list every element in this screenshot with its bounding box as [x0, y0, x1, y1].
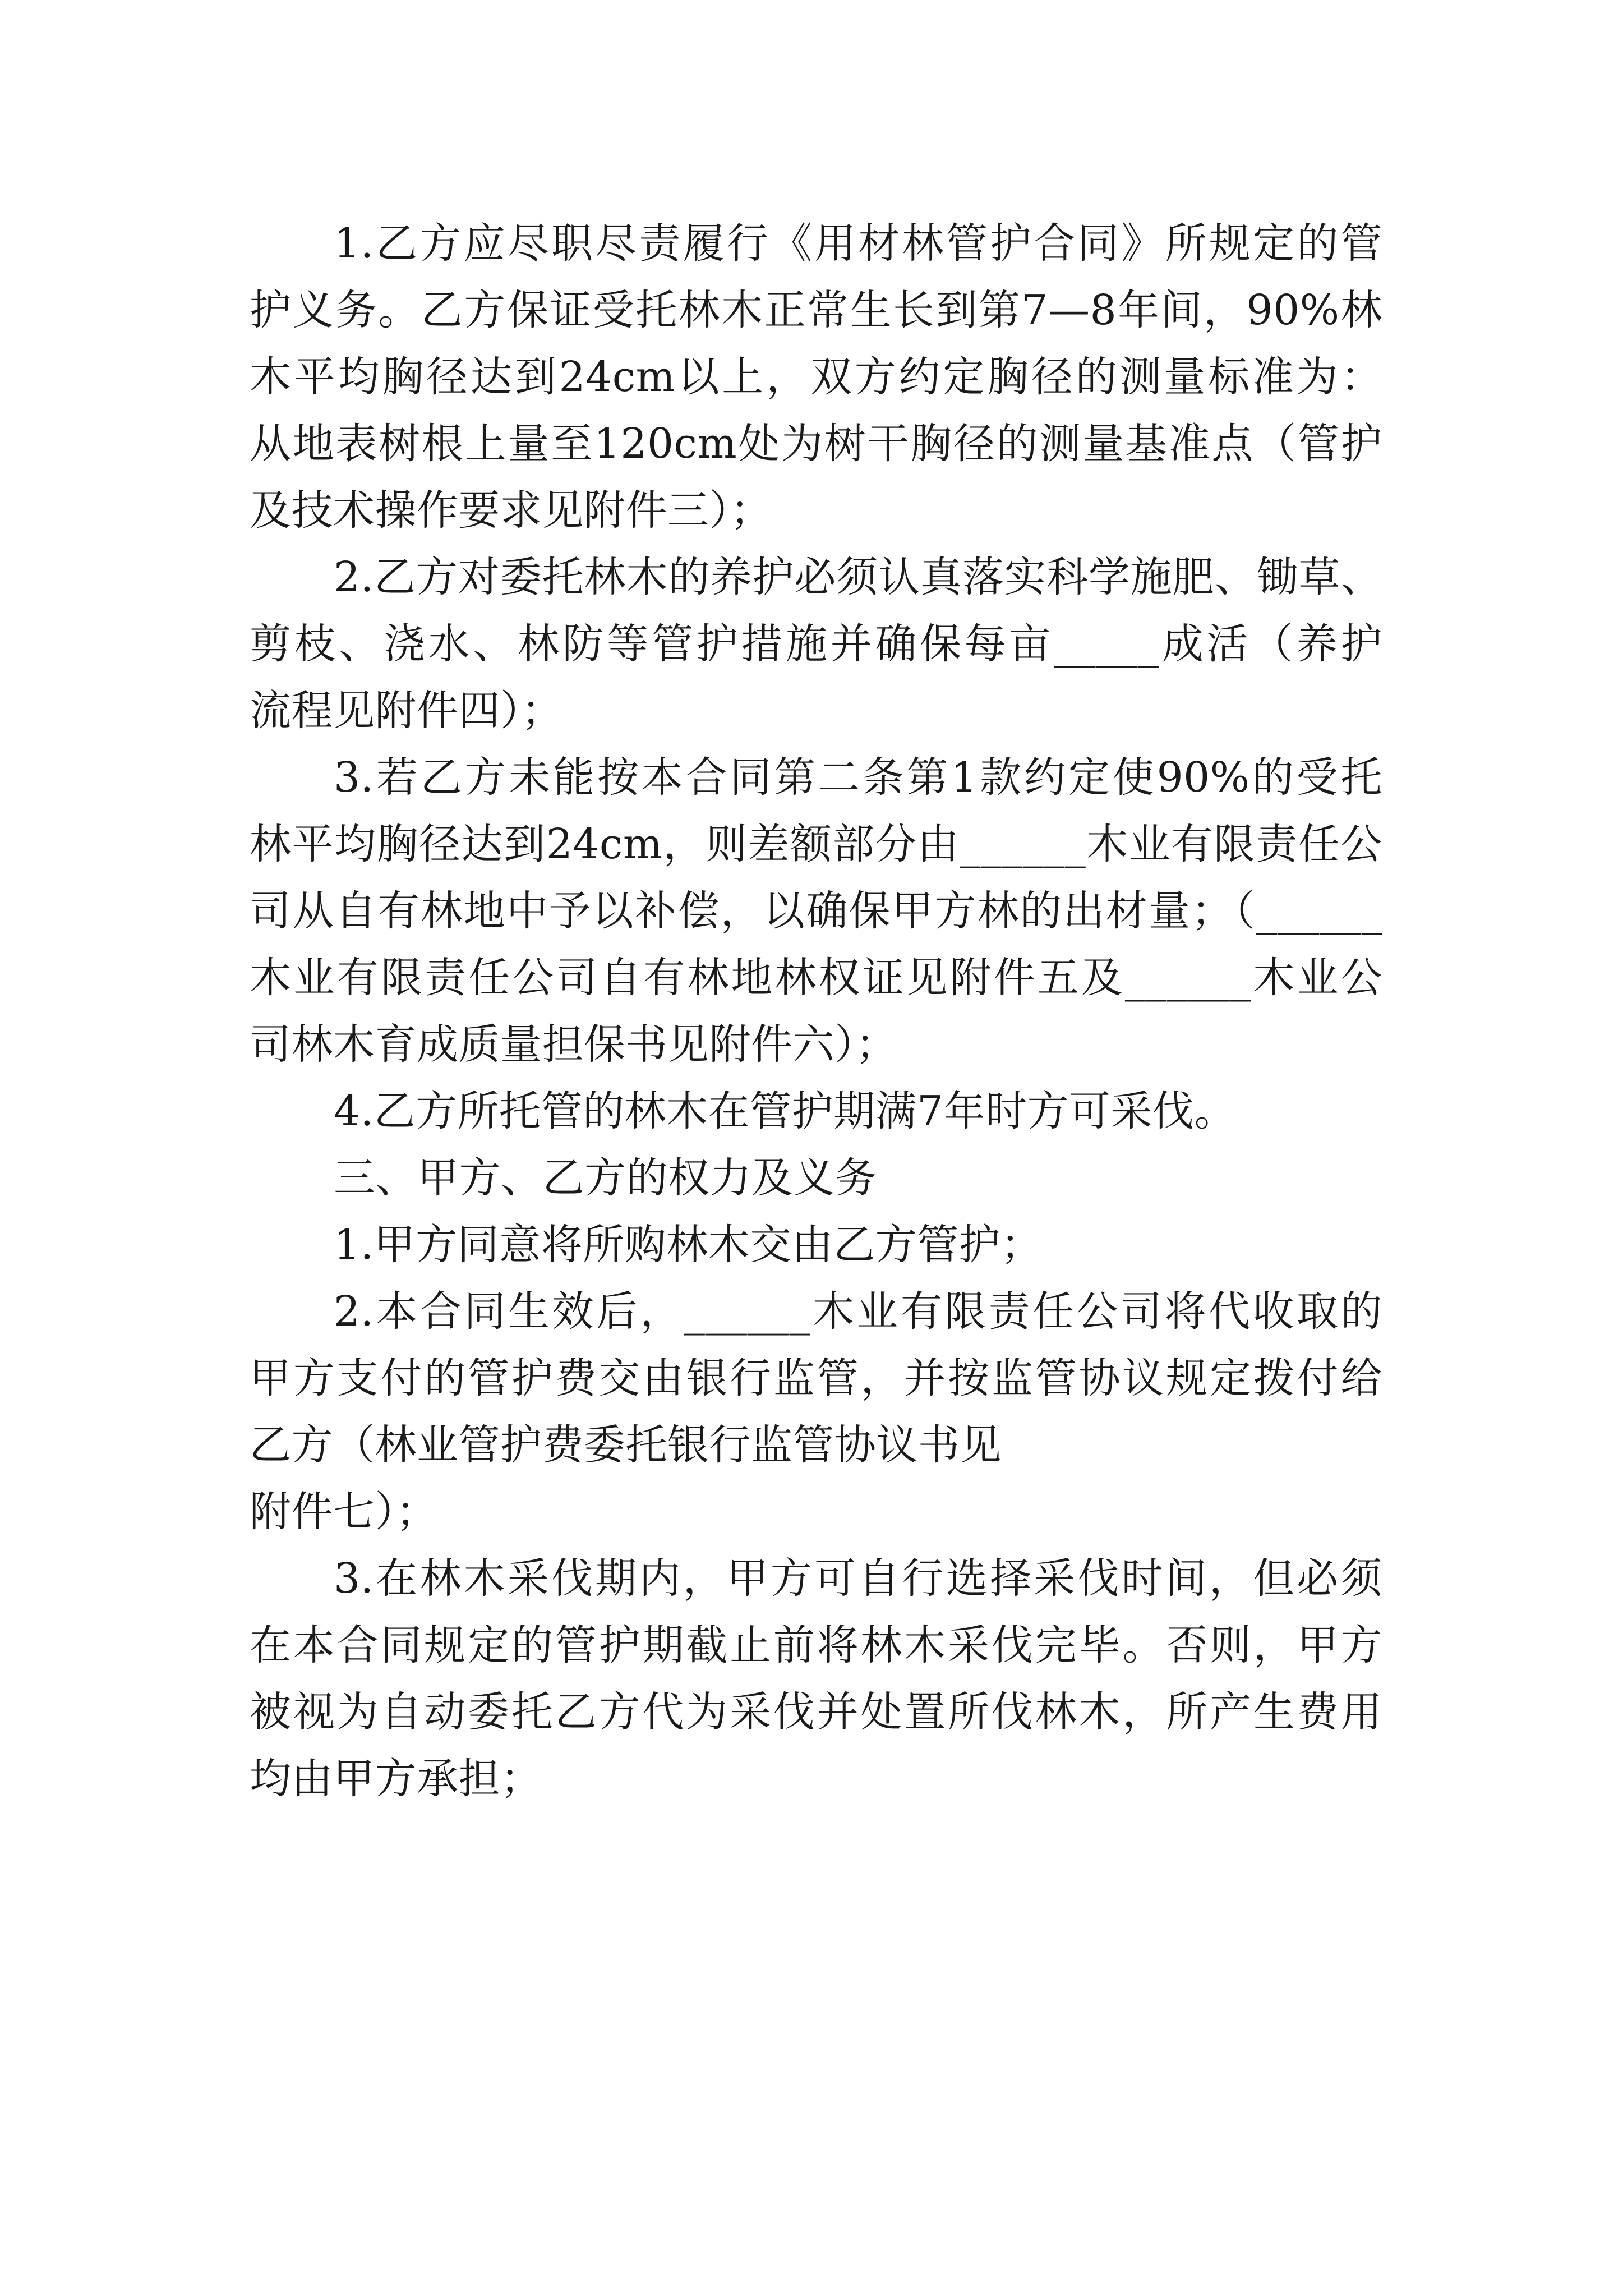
section-heading: 三、甲方、乙方的权力及义务 [334, 1154, 877, 1202]
contract-body [250, 210, 1382, 1812]
section-item-2-line-3: 乙方（林业管护费委托银行监管协议书见 [250, 1421, 1002, 1469]
paragraph-2-line-3: 流程见附件四）； [250, 687, 563, 735]
section-item-2-line-1: 2.本合同生效后，______木业有限责任公司将代收取的 [334, 1287, 1382, 1336]
section-item-3-line-4: 均由甲方承担； [250, 1755, 542, 1803]
section-item-2-line-2: 甲方支付的管护费交由银行监管，并按监管协议规定拨付给 [250, 1354, 1382, 1402]
section-item-1: 1.甲方同意将所购林木交由乙方管护； [334, 1221, 1043, 1269]
section-item-3-line-3: 被视为自动委托乙方代为采伐并处置所伐林木，所产生费用 [250, 1688, 1382, 1736]
paragraph-2-line-1: 2.乙方对委托林木的养护必须认真落实科学施肥、锄草、 [334, 553, 1382, 601]
paragraph-3-line-3: 司从自有林地中予以补偿，以确保甲方林的出材量；（______ [250, 887, 1382, 935]
paragraph-3-line-1: 3.若乙方未能按本合同第二条第1款约定使90%的受托 [334, 753, 1382, 802]
paragraph-3-line-4: 木业有限责任公司自有林地林权证见附件五及______木业公 [250, 954, 1382, 1002]
paragraph-1-line-5: 及技术操作要求见附件三）； [250, 486, 772, 535]
section-item-3-line-1: 3.在林木采伐期内，甲方可自行选择采伐时间，但必须 [334, 1554, 1382, 1603]
paragraph-1-line-1: 1.乙方应尽职尽责履行《用材林管护合同》所规定的管 [334, 219, 1382, 268]
paragraph-1-line-2: 护义务。乙方保证受托林木正常生长到第7—8年间，90%林 [250, 286, 1382, 334]
paragraph-3-line-2: 林平均胸径达到24cm，则差额部分由______木业有限责任公 [250, 820, 1382, 868]
paragraph-1-line-3: 木平均胸径达到24cm以上，双方约定胸径的测量标准为： [250, 353, 1382, 401]
paragraph-2-line-2: 剪枝、浇水、林防等管护措施并确保每亩_____成活（养护 [250, 620, 1382, 668]
paragraph-1-line-4: 从地表树根上量至120cm处为树干胸径的测量基准点（管护 [250, 420, 1382, 468]
section-item-3-line-2: 在本合同规定的管护期截止前将林木采伐完毕。否则，甲方 [250, 1621, 1382, 1669]
paragraph-3-line-5: 司林木育成质量担保书见附件六）； [250, 1020, 897, 1069]
paragraph-4-line-1: 4.乙方所托管的林木在管护期满7年时方可采伐。 [334, 1087, 1237, 1135]
section-item-2-line-4: 附件七）； [250, 1488, 438, 1536]
